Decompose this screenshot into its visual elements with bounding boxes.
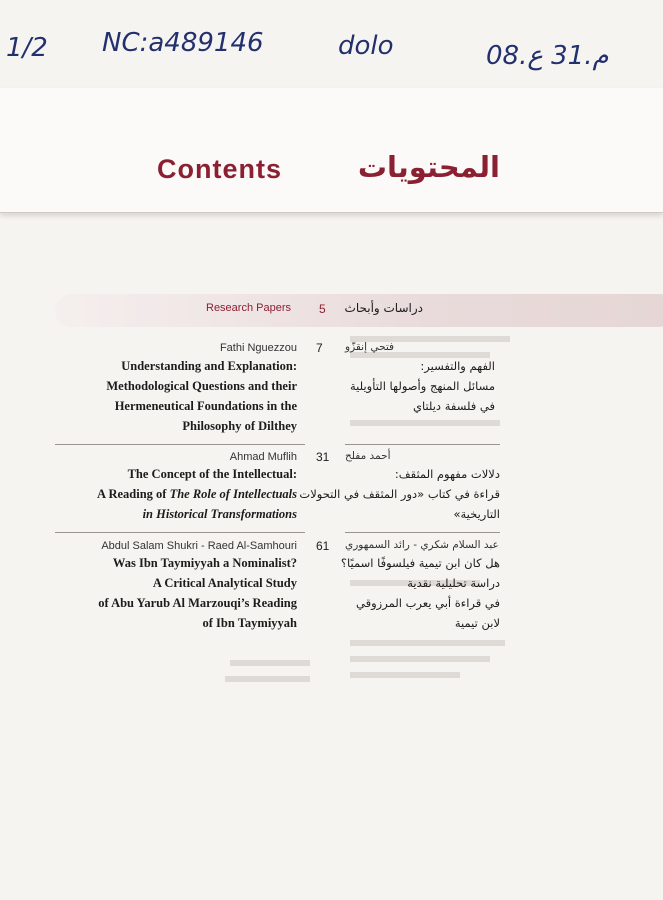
pasted-header-strip <box>0 88 663 213</box>
title-segment: A Reading of <box>96 487 170 501</box>
entry-page-number: 31 <box>316 450 330 464</box>
entry-author-en: Abdul Salam Shukri - Raed Al-Samhouri <box>101 540 297 552</box>
title-line: في قراءة أبي يعرب المرزوقي <box>356 596 500 610</box>
section-label-en: Research Papers <box>206 302 291 314</box>
entry-author-en: Fathi Nguezzou <box>219 342 297 354</box>
entry-author-ar: أحمد مفلح <box>345 450 391 462</box>
title-line: في فلسفة ديلتاي <box>412 399 495 413</box>
contents-title-ar: المحتويات <box>357 150 500 184</box>
title-line: مسائل المنهج وأصولها التأويلية <box>350 379 495 393</box>
title-line: Understanding and Explanation: <box>121 359 297 373</box>
title-line: دراسة تحليلية نقدية <box>407 576 500 590</box>
title-line <box>17 484 297 504</box>
entry-author-ar: عبد السلام شكري - رائد السمهوري <box>345 539 499 551</box>
title-line: of Ibn Taymiyyah <box>202 616 297 630</box>
title-line: The Concept of the Intellectual: <box>127 467 297 481</box>
title-line: Methodological Questions and their <box>106 379 297 393</box>
book-title: in Historical Transformations <box>142 507 297 521</box>
entry-divider <box>345 444 500 445</box>
handwritten-note <box>0 0 663 88</box>
title-line: Philosophy of Dilthey <box>182 419 297 433</box>
title-line: التاريخية» <box>453 507 500 521</box>
entry-title-ar <box>330 553 500 633</box>
entry-author-en: Ahmad Muflih <box>229 451 297 463</box>
entry-page-number: 61 <box>316 539 330 553</box>
entry-title-en <box>17 464 297 524</box>
entry-title-ar <box>345 356 495 416</box>
entry-author-ar: فتحي إنقزّو <box>345 341 395 353</box>
entry-divider <box>345 532 500 533</box>
entry-divider <box>55 532 305 533</box>
entry-title-ar <box>300 464 500 524</box>
handwritten-code: NC:a489146 <box>102 28 264 58</box>
contents-title-en: Contents <box>157 154 282 184</box>
title-line: قراءة في كتاب «دور المثقف في التحولات <box>299 487 500 501</box>
title-line: A Critical Analytical Study <box>152 576 297 590</box>
handwritten-initials: dolo <box>338 31 394 61</box>
book-title: The Role of Intellectuals <box>169 487 297 501</box>
title-line: Was Ibn Taymiyyah a Nominalist? <box>112 556 297 570</box>
entry-divider <box>55 444 305 445</box>
handwritten-fraction: 1/2 <box>6 33 48 63</box>
entry-title-en <box>17 356 297 436</box>
section-page-number: 5 <box>319 302 326 316</box>
title-line: Hermeneutical Foundations in the <box>114 399 297 413</box>
title-line: هل كان ابن تيمية فيلسوفًا اسميًا؟ <box>340 556 500 570</box>
section-label-ar: دراسات وأبحاث <box>344 301 423 315</box>
entry-title-en <box>17 553 297 633</box>
title-line: الفهم والتفسير: <box>420 359 495 373</box>
title-line: لابن تيمية <box>454 616 500 630</box>
entry-page-number: 7 <box>316 341 323 355</box>
title-line: of Abu Yarub Al Marzouqi’s Reading <box>98 596 297 610</box>
handwritten-date: م.31 ع.08 <box>486 41 609 71</box>
title-line: دلالات مفهوم المثقف: <box>394 467 500 481</box>
